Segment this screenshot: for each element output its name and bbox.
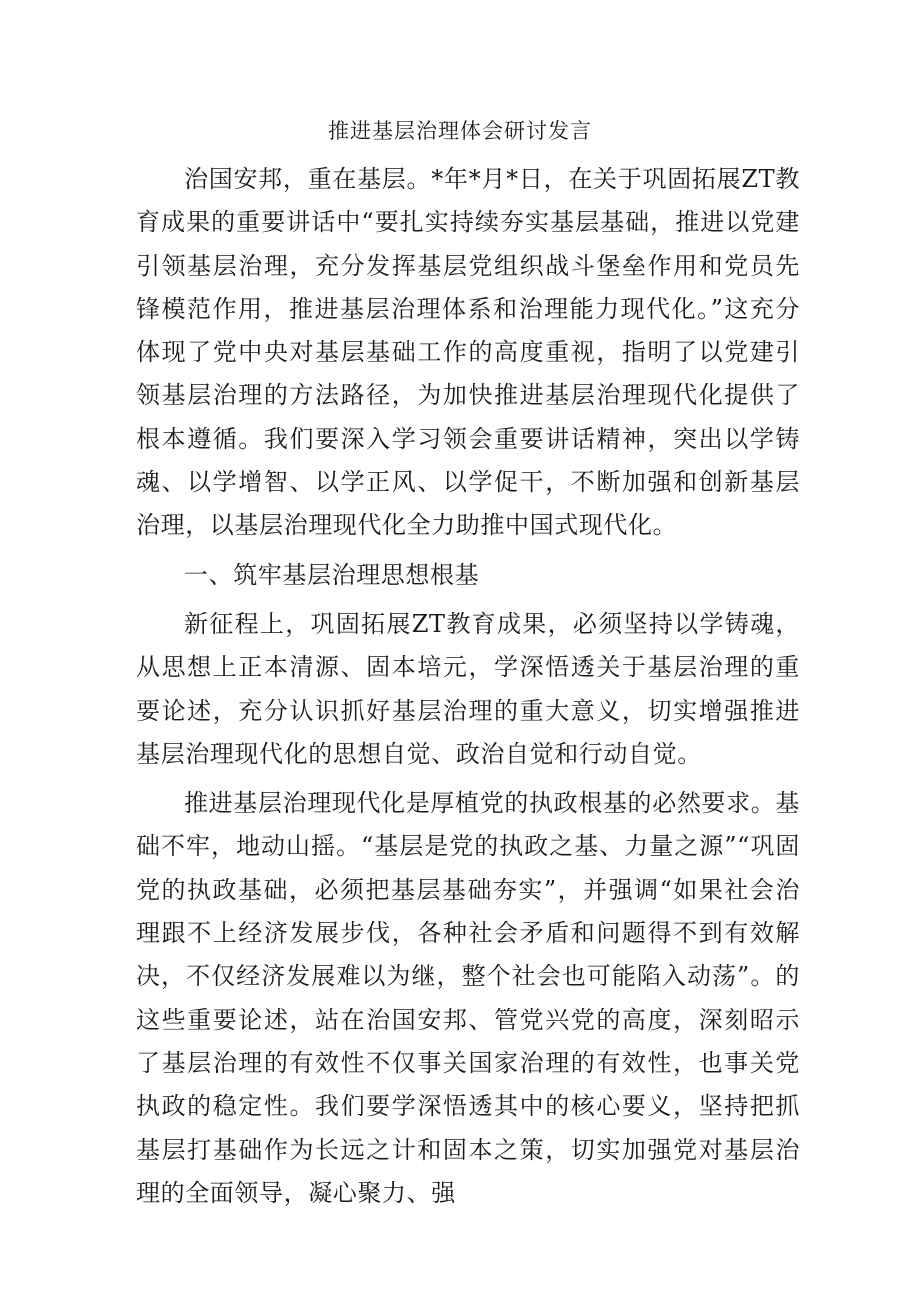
intro-paragraph: 治国安邦，重在基层。*年*月*日，在关于巩固拓展ZT教育成果的重要讲话中“要扎实持续夯实基层基础，推进以党建引领基层治理，充分发挥基层党组织战斗堡垒作用和党员先锋模范作用，推进基层治理体系和治理能力现代化。”这充分体现了党中央对基层基础工作的高度重视，指明了以党建引领基层治理的方法路径，为加快推进基层治理现代化提供了根本遵循。我们要深入学习领会重要讲话精神，突出以学铸魂、以学增智、以学正风、以学促干，不断加强和创新基层治理，以基层治理现代化全力助推中国式现代化。	[136, 165, 800, 540]
document-title: 推进基层治理体会研讨发言	[328, 119, 592, 143]
section-paragraph-2: 推进基层治理现代化是厚植党的执政根基的必然要求。基础不牢，地动山摇。“基层是党的执政之基、力量之源”“巩固党的执政基础，必须把基层基础夯实”，并强调“如果社会治理跟不上经济发展步伐，各种社会矛盾和问题得不到有效解决，不仅经济发展难以为继，整个社会也可能陷入动荡”。的这些重要论述，站在治国安邦、管党兴党的高度，深刻昭示了基层治理的有效性不仅事关国家治理的有效性，也事关党执政的稳定性。我们要学深悟透其中的核心要义，坚持把抓基层打基础作为长远之计和固本之策，切实加强党对基层治理的全面领导，凝心聚力、强	[136, 789, 800, 1207]
document-body	[136, 158, 800, 1215]
section-paragraph-1: 新征程上，巩固拓展ZT教育成果，必须坚持以学铸魂，从思想上正本清源、固本培元，学深悟透关于基层治理的重要论述，充分认识抓好基层治理的重大意义，切实增强推进基层治理现代化的思想自觉、政治自觉和行动自觉。	[136, 609, 800, 768]
section-heading: 一、筑牢基层治理思想根基	[184, 560, 480, 589]
